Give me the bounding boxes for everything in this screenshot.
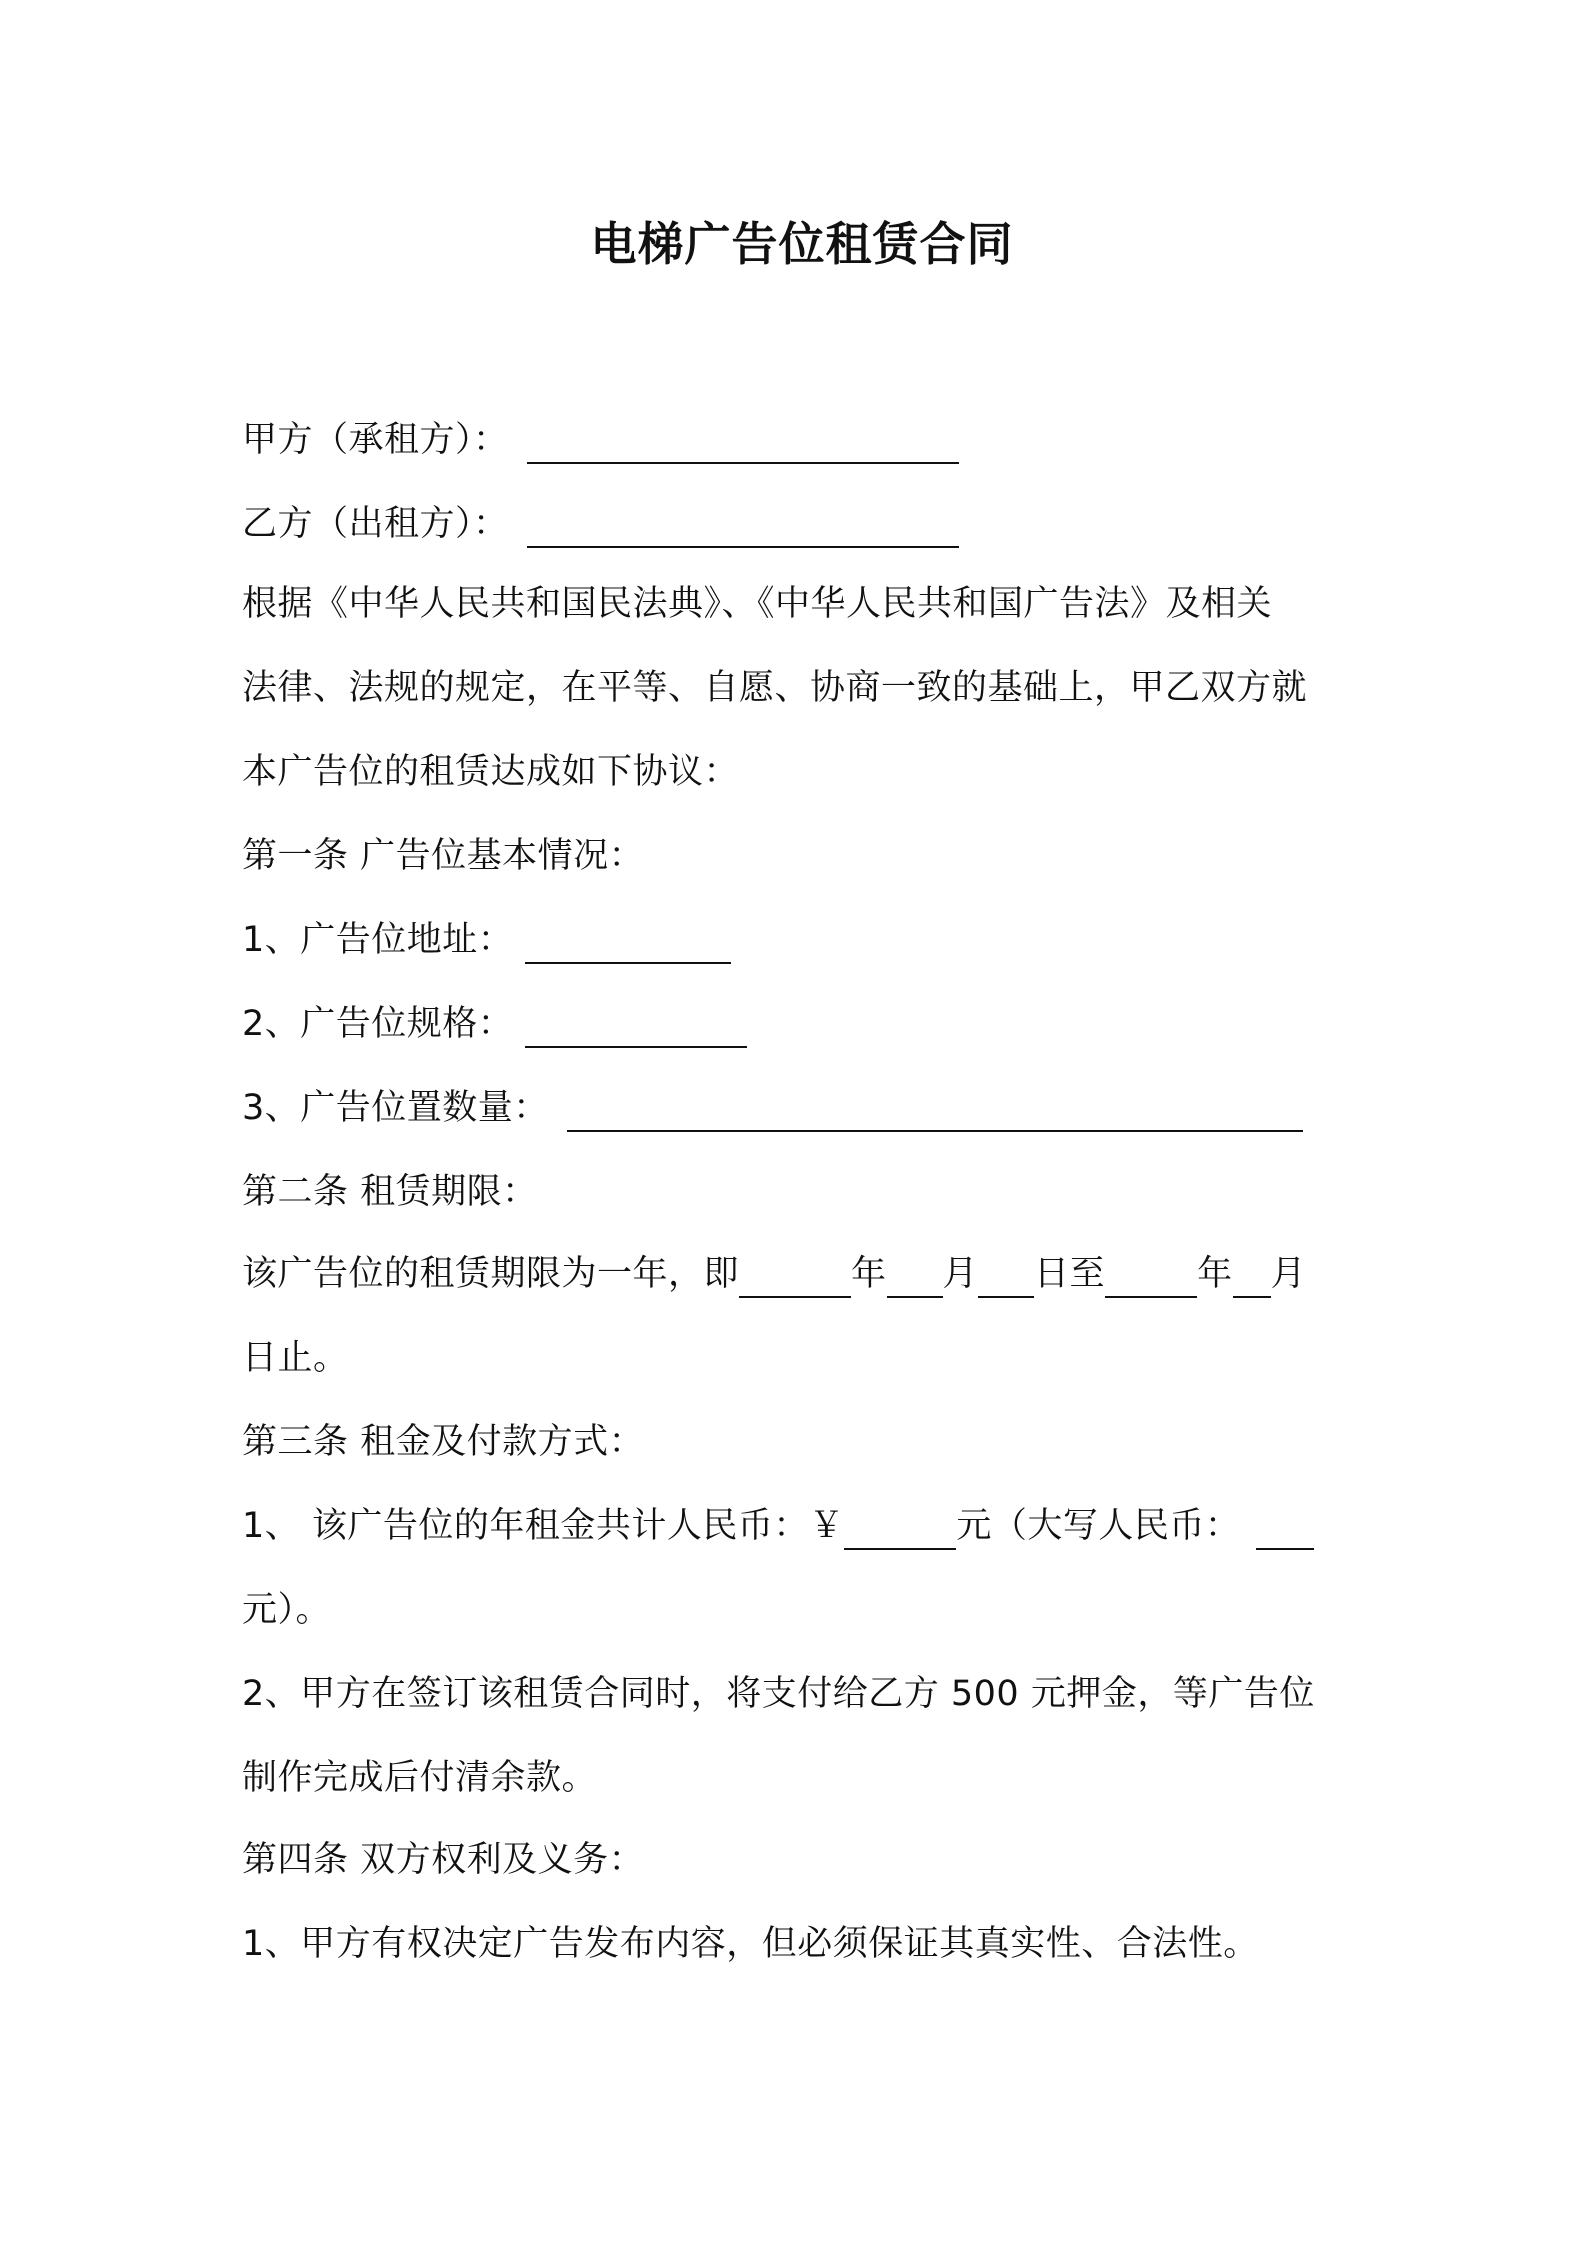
party-b-blank	[527, 502, 959, 548]
article-3-item-1	[242, 1496, 1314, 1556]
article-4-item-1: 1、甲方有权决定广告发布内容，但必须保证其真实性、合法性。	[242, 1924, 1259, 1964]
quantity-label: 3、广告位置数量：	[242, 1088, 549, 1128]
end-year-blank	[1105, 1252, 1197, 1298]
party-b-label: 乙方（出租方）：	[242, 504, 509, 544]
article-2-term-end: 日止。	[242, 1338, 349, 1378]
party-a-label: 甲方（承租方）：	[242, 420, 509, 460]
rent-uppercase-blank	[1256, 1504, 1314, 1550]
intro-line-1: 根据《中华人民共和国民法典》、《中华人民共和国广告法》及相关	[242, 584, 1273, 624]
end-year-unit: 年	[1197, 1254, 1233, 1294]
end-month-unit: 月	[1270, 1254, 1307, 1294]
party-a-blank	[527, 418, 959, 464]
rent-amount-blank	[844, 1504, 956, 1550]
article-3-item-1-end: 元）。	[242, 1590, 332, 1630]
address-blank	[525, 918, 731, 964]
article-1-heading: 第一条 广告位基本情况：	[242, 836, 645, 876]
start-month-blank	[887, 1252, 943, 1298]
start-year-blank	[739, 1252, 851, 1298]
start-year-unit: 年	[851, 1254, 887, 1294]
intro-line-3: 本广告位的租赁达成如下协议：	[242, 752, 740, 792]
size-blank	[525, 1002, 747, 1048]
article-4-heading: 第四条 双方权利及义务：	[242, 1840, 645, 1880]
article-3-item-2-line-1: 2、甲方在签订该租赁合同时，将支付给乙方 500 元押金，等广告位	[242, 1674, 1315, 1714]
rent-prefix: 1、 该广告位的年租金共计人民币：￥	[242, 1506, 845, 1546]
article-1-item-2	[242, 994, 747, 1054]
start-day-blank	[978, 1252, 1034, 1298]
quantity-blank	[567, 1086, 1303, 1132]
address-label: 1、广告位地址：	[242, 920, 514, 960]
rent-mid: 元（大写人民币：	[956, 1506, 1241, 1546]
article-3-item-2-line-2: 制作完成后付清余款。	[242, 1758, 598, 1798]
term-prefix: 该广告位的租赁期限为一年，即	[242, 1254, 740, 1294]
document-title: 电梯广告位租赁合同	[590, 217, 1014, 271]
day-to: 日至	[1034, 1254, 1106, 1294]
end-month-blank	[1233, 1252, 1271, 1298]
intro-line-2: 法律、法规的规定，在平等、自愿、协商一致的基础上，甲乙双方就	[242, 668, 1308, 708]
article-3-heading: 第三条 租金及付款方式：	[242, 1422, 645, 1462]
party-a-line	[242, 410, 959, 470]
party-b-line	[242, 494, 959, 554]
article-1-item-3	[242, 1078, 1303, 1138]
article-1-item-1	[242, 910, 731, 970]
article-2-heading: 第二条 租赁期限：	[242, 1172, 538, 1212]
article-2-term	[242, 1244, 1306, 1304]
size-label: 2、广告位规格：	[242, 1004, 514, 1044]
start-month-unit: 月	[942, 1254, 979, 1294]
